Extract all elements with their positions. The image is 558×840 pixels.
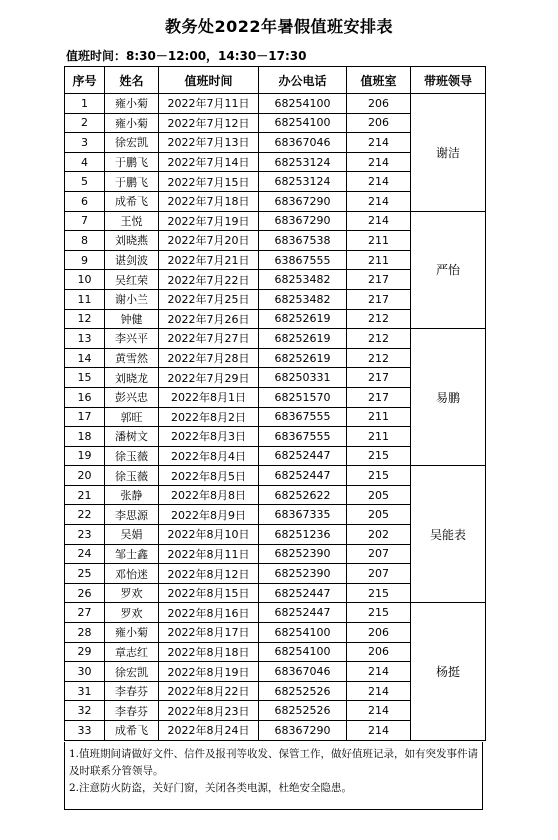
cell-room: 212 bbox=[347, 309, 411, 329]
cell-no: 23 bbox=[65, 525, 105, 545]
notes-box bbox=[64, 742, 483, 810]
table-row bbox=[65, 466, 486, 486]
header-room: 值班室 bbox=[347, 67, 411, 94]
cell-name: 雍小菊 bbox=[105, 623, 159, 643]
cell-phone: 68252447 bbox=[259, 466, 347, 486]
cell-date: 2022年7月27日 bbox=[159, 329, 259, 349]
cell-room: 205 bbox=[347, 505, 411, 525]
cell-no: 24 bbox=[65, 544, 105, 564]
cell-room: 211 bbox=[347, 231, 411, 251]
cell-phone: 68367290 bbox=[259, 721, 347, 741]
cell-no: 20 bbox=[65, 466, 105, 486]
cell-name: 郭旺 bbox=[105, 407, 159, 427]
cell-phone: 68254100 bbox=[259, 94, 347, 114]
cell-phone: 68252526 bbox=[259, 681, 347, 701]
cell-room: 214 bbox=[347, 211, 411, 231]
table-row bbox=[65, 211, 486, 231]
cell-name: 彭兴忠 bbox=[105, 387, 159, 407]
cell-no: 2 bbox=[65, 113, 105, 133]
cell-name: 于鹏飞 bbox=[105, 152, 159, 172]
cell-name: 李兴平 bbox=[105, 329, 159, 349]
cell-no: 3 bbox=[65, 133, 105, 153]
table-row bbox=[65, 603, 486, 623]
cell-name: 黄雪然 bbox=[105, 348, 159, 368]
cell-date: 2022年7月22日 bbox=[159, 270, 259, 290]
cell-name: 刘晓燕 bbox=[105, 231, 159, 251]
cell-phone: 68367046 bbox=[259, 133, 347, 153]
cell-name: 吴红荣 bbox=[105, 270, 159, 290]
cell-name: 吴娟 bbox=[105, 525, 159, 545]
cell-phone: 68367555 bbox=[259, 407, 347, 427]
cell-date: 2022年7月13日 bbox=[159, 133, 259, 153]
cell-no: 26 bbox=[65, 583, 105, 603]
cell-no: 5 bbox=[65, 172, 105, 192]
table-body bbox=[65, 94, 486, 741]
cell-room: 215 bbox=[347, 583, 411, 603]
cell-phone: 68253482 bbox=[259, 289, 347, 309]
cell-date: 2022年7月19日 bbox=[159, 211, 259, 231]
cell-room: 215 bbox=[347, 466, 411, 486]
cell-no: 1 bbox=[65, 94, 105, 114]
cell-name: 李思源 bbox=[105, 505, 159, 525]
cell-room: 217 bbox=[347, 270, 411, 290]
cell-phone: 68251236 bbox=[259, 525, 347, 545]
cell-date: 2022年8月12日 bbox=[159, 564, 259, 584]
cell-name: 雍小菊 bbox=[105, 94, 159, 114]
cell-phone: 68252447 bbox=[259, 446, 347, 466]
cell-room: 207 bbox=[347, 544, 411, 564]
note-2: 2.注意防火防盗，关好门窗，关闭各类电源，杜绝安全隐患。 bbox=[69, 782, 353, 794]
table-row bbox=[65, 94, 486, 114]
cell-phone: 68252619 bbox=[259, 329, 347, 349]
cell-name: 徐玉薇 bbox=[105, 466, 159, 486]
cell-date: 2022年8月22日 bbox=[159, 681, 259, 701]
cell-no: 22 bbox=[65, 505, 105, 525]
cell-date: 2022年8月18日 bbox=[159, 642, 259, 662]
cell-date: 2022年8月23日 bbox=[159, 701, 259, 721]
cell-date: 2022年8月16日 bbox=[159, 603, 259, 623]
cell-name: 于鹏飞 bbox=[105, 172, 159, 192]
cell-name: 谌剑波 bbox=[105, 250, 159, 270]
cell-date: 2022年7月29日 bbox=[159, 368, 259, 388]
cell-no: 12 bbox=[65, 309, 105, 329]
cell-room: 205 bbox=[347, 485, 411, 505]
cell-leader: 谢洁 bbox=[411, 94, 486, 212]
cell-room: 215 bbox=[347, 446, 411, 466]
cell-date: 2022年7月11日 bbox=[159, 94, 259, 114]
cell-phone: 68252622 bbox=[259, 485, 347, 505]
cell-room: 211 bbox=[347, 250, 411, 270]
cell-phone: 68253124 bbox=[259, 172, 347, 192]
cell-no: 17 bbox=[65, 407, 105, 427]
cell-room: 202 bbox=[347, 525, 411, 545]
cell-date: 2022年8月24日 bbox=[159, 721, 259, 741]
cell-no: 10 bbox=[65, 270, 105, 290]
cell-date: 2022年7月18日 bbox=[159, 191, 259, 211]
cell-leader: 严怡 bbox=[411, 211, 486, 329]
cell-phone: 63867555 bbox=[259, 250, 347, 270]
cell-name: 邓怡迷 bbox=[105, 564, 159, 584]
cell-phone: 68252619 bbox=[259, 348, 347, 368]
cell-phone: 68254100 bbox=[259, 113, 347, 133]
cell-phone: 68254100 bbox=[259, 623, 347, 643]
note-1: 1.值班期间请做好文件、信件及报刊等收发、保管工作，做好值班记录，如有突发事件请及时联系分管领导。 bbox=[69, 748, 479, 777]
cell-room: 207 bbox=[347, 564, 411, 584]
cell-no: 15 bbox=[65, 368, 105, 388]
cell-date: 2022年7月26日 bbox=[159, 309, 259, 329]
cell-phone: 68367290 bbox=[259, 211, 347, 231]
cell-date: 2022年8月2日 bbox=[159, 407, 259, 427]
cell-name: 徐宏凯 bbox=[105, 662, 159, 682]
cell-room: 214 bbox=[347, 191, 411, 211]
cell-name: 章志红 bbox=[105, 642, 159, 662]
cell-room: 211 bbox=[347, 407, 411, 427]
cell-no: 28 bbox=[65, 623, 105, 643]
cell-room: 215 bbox=[347, 603, 411, 623]
cell-no: 16 bbox=[65, 387, 105, 407]
cell-date: 2022年7月14日 bbox=[159, 152, 259, 172]
cell-no: 6 bbox=[65, 191, 105, 211]
cell-room: 206 bbox=[347, 113, 411, 133]
cell-name: 雍小菊 bbox=[105, 113, 159, 133]
header-date: 值班时间 bbox=[159, 67, 259, 94]
cell-room: 206 bbox=[347, 642, 411, 662]
cell-room: 214 bbox=[347, 172, 411, 192]
cell-no: 33 bbox=[65, 721, 105, 741]
table-header-row bbox=[65, 67, 486, 94]
cell-room: 212 bbox=[347, 329, 411, 349]
cell-no: 7 bbox=[65, 211, 105, 231]
cell-room: 211 bbox=[347, 427, 411, 447]
cell-no: 27 bbox=[65, 603, 105, 623]
duty-time: 值班时间：8:30－12:00，14:30－17:30 bbox=[66, 49, 307, 63]
cell-no: 13 bbox=[65, 329, 105, 349]
cell-room: 206 bbox=[347, 623, 411, 643]
cell-no: 8 bbox=[65, 231, 105, 251]
cell-phone: 68252390 bbox=[259, 564, 347, 584]
cell-room: 214 bbox=[347, 701, 411, 721]
cell-name: 罗欢 bbox=[105, 603, 159, 623]
cell-room: 212 bbox=[347, 348, 411, 368]
cell-phone: 68252447 bbox=[259, 583, 347, 603]
cell-name: 张静 bbox=[105, 485, 159, 505]
header-leader: 带班领导 bbox=[411, 67, 486, 94]
cell-no: 21 bbox=[65, 485, 105, 505]
cell-room: 214 bbox=[347, 662, 411, 682]
cell-no: 14 bbox=[65, 348, 105, 368]
cell-no: 31 bbox=[65, 681, 105, 701]
cell-name: 李春芬 bbox=[105, 681, 159, 701]
cell-no: 25 bbox=[65, 564, 105, 584]
cell-phone: 68367538 bbox=[259, 231, 347, 251]
cell-phone: 68253482 bbox=[259, 270, 347, 290]
cell-date: 2022年8月8日 bbox=[159, 485, 259, 505]
cell-leader: 易鹏 bbox=[411, 329, 486, 466]
cell-name: 罗欢 bbox=[105, 583, 159, 603]
cell-no: 4 bbox=[65, 152, 105, 172]
cell-date: 2022年8月10日 bbox=[159, 525, 259, 545]
cell-name: 成希飞 bbox=[105, 191, 159, 211]
cell-no: 19 bbox=[65, 446, 105, 466]
duty-schedule-table bbox=[64, 66, 486, 741]
cell-phone: 68367046 bbox=[259, 662, 347, 682]
cell-date: 2022年7月15日 bbox=[159, 172, 259, 192]
cell-date: 2022年7月28日 bbox=[159, 348, 259, 368]
cell-phone: 68252390 bbox=[259, 544, 347, 564]
cell-room: 214 bbox=[347, 721, 411, 741]
cell-date: 2022年8月17日 bbox=[159, 623, 259, 643]
cell-no: 18 bbox=[65, 427, 105, 447]
cell-room: 214 bbox=[347, 133, 411, 153]
cell-phone: 68252526 bbox=[259, 701, 347, 721]
cell-date: 2022年8月9日 bbox=[159, 505, 259, 525]
cell-phone: 68252447 bbox=[259, 603, 347, 623]
cell-phone: 68254100 bbox=[259, 642, 347, 662]
cell-phone: 68367555 bbox=[259, 427, 347, 447]
header-phone: 办公电话 bbox=[259, 67, 347, 94]
cell-phone: 68252619 bbox=[259, 309, 347, 329]
cell-room: 214 bbox=[347, 681, 411, 701]
cell-name: 李春芬 bbox=[105, 701, 159, 721]
cell-name: 刘晓龙 bbox=[105, 368, 159, 388]
cell-room: 217 bbox=[347, 387, 411, 407]
cell-no: 11 bbox=[65, 289, 105, 309]
page-title: 教务处2022年暑假值班安排表 bbox=[164, 17, 394, 36]
cell-date: 2022年8月1日 bbox=[159, 387, 259, 407]
cell-date: 2022年8月19日 bbox=[159, 662, 259, 682]
cell-name: 邹士鑫 bbox=[105, 544, 159, 564]
cell-phone: 68253124 bbox=[259, 152, 347, 172]
cell-name: 谢小兰 bbox=[105, 289, 159, 309]
cell-date: 2022年7月25日 bbox=[159, 289, 259, 309]
cell-date: 2022年7月20日 bbox=[159, 231, 259, 251]
cell-phone: 68251570 bbox=[259, 387, 347, 407]
cell-name: 徐玉薇 bbox=[105, 446, 159, 466]
header-name: 姓名 bbox=[105, 67, 159, 94]
cell-room: 206 bbox=[347, 94, 411, 114]
cell-date: 2022年8月4日 bbox=[159, 446, 259, 466]
cell-name: 潘树文 bbox=[105, 427, 159, 447]
cell-no: 29 bbox=[65, 642, 105, 662]
cell-leader: 杨挺 bbox=[411, 603, 486, 740]
cell-room: 214 bbox=[347, 152, 411, 172]
cell-name: 钟健 bbox=[105, 309, 159, 329]
cell-room: 217 bbox=[347, 368, 411, 388]
table-row bbox=[65, 329, 486, 349]
cell-date: 2022年7月12日 bbox=[159, 113, 259, 133]
cell-no: 32 bbox=[65, 701, 105, 721]
cell-leader: 吴能表 bbox=[411, 466, 486, 603]
cell-phone: 68367335 bbox=[259, 505, 347, 525]
cell-room: 217 bbox=[347, 289, 411, 309]
cell-phone: 68250331 bbox=[259, 368, 347, 388]
cell-name: 王悦 bbox=[105, 211, 159, 231]
cell-name: 徐宏凯 bbox=[105, 133, 159, 153]
cell-date: 2022年8月11日 bbox=[159, 544, 259, 564]
cell-date: 2022年8月3日 bbox=[159, 427, 259, 447]
cell-date: 2022年8月5日 bbox=[159, 466, 259, 486]
cell-name: 成希飞 bbox=[105, 721, 159, 741]
cell-no: 30 bbox=[65, 662, 105, 682]
cell-date: 2022年8月15日 bbox=[159, 583, 259, 603]
header-no: 序号 bbox=[65, 67, 105, 94]
cell-phone: 68367290 bbox=[259, 191, 347, 211]
cell-no: 9 bbox=[65, 250, 105, 270]
cell-date: 2022年7月21日 bbox=[159, 250, 259, 270]
